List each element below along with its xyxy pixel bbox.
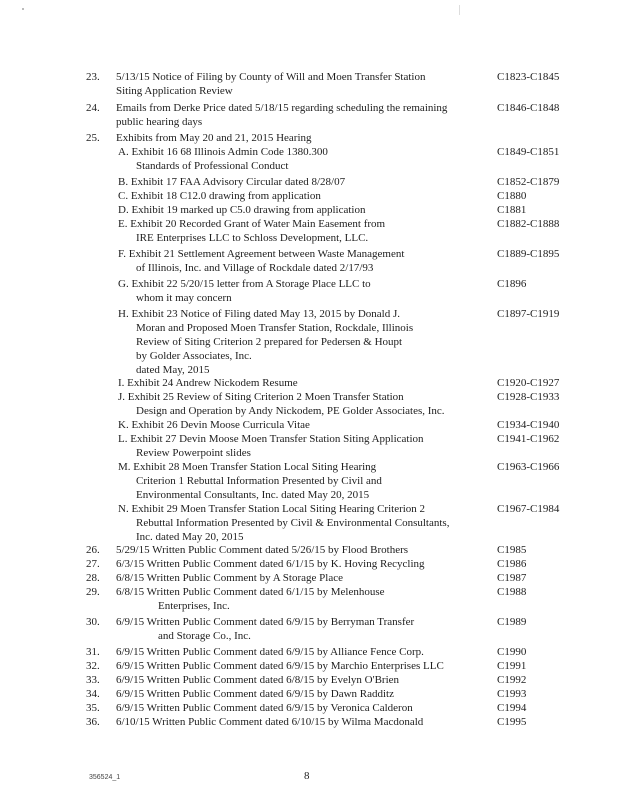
entry-line: 6/9/15 Written Public Comment dated 6/9/15 by Marchio Enterprises LLC: [116, 660, 444, 672]
entry-description: [116, 543, 496, 557]
entry-line: whom it may concern: [136, 292, 232, 304]
entry-description: [116, 715, 496, 729]
entry-description: [116, 131, 496, 145]
entry-number: 28.: [86, 572, 100, 584]
entry-description: [118, 203, 498, 217]
entry-number: 35.: [86, 702, 100, 714]
entry-line: Design and Operation by Andy Nickodem, PE Golder Associates, Inc.: [136, 405, 445, 417]
entry-line: Review Powerpoint slides: [136, 447, 251, 459]
entry-line: Moran and Proposed Moen Transfer Station, Rockdale, Illinois: [136, 322, 414, 334]
entry-line: G. Exhibit 22 5/20/15 letter from A Storage Place LLC to: [118, 278, 371, 290]
entry-record-reference: C1881: [497, 204, 527, 216]
entry-description: [116, 615, 496, 643]
entry-line: of Illinois, Inc. and Village of Rockdale dated 2/17/93: [136, 262, 374, 274]
entry-line: C. Exhibit 18 C12.0 drawing from application: [118, 190, 321, 202]
entry-record-reference: C1992: [497, 674, 527, 686]
entry-record-reference: C1941-C1962: [497, 433, 560, 445]
entry-line: 6/10/15 Written Public Comment dated 6/10/15 by Wilma Macdonald: [116, 716, 424, 728]
entry-record-reference: C1990: [497, 646, 527, 658]
entry-description: [116, 701, 496, 715]
entry-line: K. Exhibit 26 Devin Moose Curricula Vitae: [118, 419, 310, 431]
entry-line: dated May, 2015: [136, 364, 210, 376]
entry-line: M. Exhibit 28 Moen Transfer Station Local Siting Hearing: [118, 461, 377, 473]
entry-record-reference: C1852-C1879: [497, 176, 560, 188]
entry-record-reference: C1988: [497, 586, 527, 598]
scan-speck: [22, 8, 24, 10]
scan-speck: [459, 5, 460, 15]
entry-description: [116, 571, 496, 585]
entry-record-reference: C1985: [497, 544, 527, 556]
entry-description: [116, 557, 496, 571]
entry-record-reference: C1920-C1927: [497, 377, 560, 389]
entry-number: 33.: [86, 674, 100, 686]
entry-line: 6/8/15 Written Public Comment dated 6/1/15 by Melenhouse: [116, 586, 385, 598]
entry-description: [118, 247, 498, 275]
entry-record-reference: C1823-C1845: [497, 71, 560, 83]
entry-record-reference: C1991: [497, 660, 527, 672]
entry-line: D. Exhibit 19 marked up C5.0 drawing from application: [118, 204, 366, 216]
entry-line: 6/9/15 Written Public Comment dated 6/9/15 by Alliance Fence Corp.: [116, 646, 424, 658]
entry-record-reference: C1897-C1919: [497, 308, 560, 320]
entry-record-reference: C1928-C1933: [497, 391, 560, 403]
entry-line: public hearing days: [116, 116, 203, 128]
entry-record-reference: C1896: [497, 278, 527, 290]
entry-description: [118, 175, 498, 189]
entry-record-reference: C1849-C1851: [497, 146, 560, 158]
entry-line: and Storage Co., Inc.: [158, 630, 251, 642]
entry-description: [118, 390, 498, 418]
entry-line: Inc. dated May 20, 2015: [136, 531, 244, 543]
entry-description: [116, 687, 496, 701]
entry-number: 26.: [86, 544, 100, 556]
entry-line: B. Exhibit 17 FAA Advisory Circular dated 8/28/07: [118, 176, 346, 188]
entry-line: 6/9/15 Written Public Comment dated 6/9/15 by Dawn Radditz: [116, 688, 394, 700]
entry-record-reference: C1994: [497, 702, 527, 714]
entry-line: A. Exhibit 16 68 Illinois Admin Code 1380.300: [118, 146, 328, 158]
entry-number: 24.: [86, 102, 100, 114]
index-entry: [0, 502, 618, 546]
entry-line: F. Exhibit 21 Settlement Agreement between Waste Management: [118, 248, 405, 260]
entry-record-reference: C1889-C1895: [497, 248, 560, 260]
entry-line: N. Exhibit 29 Moen Transfer Station Local Siting Hearing Criterion 2: [118, 503, 426, 515]
entry-line: J. Exhibit 25 Review of Siting Criterion 2 Moen Transfer Station: [118, 391, 404, 403]
entry-line: IRE Enterprises LLC to Schloss Development, LLC.: [136, 232, 369, 244]
entry-description: [118, 307, 498, 377]
entry-description: [116, 673, 496, 687]
entry-line: 6/3/15 Written Public Comment dated 6/1/15 by K. Hoving Recycling: [116, 558, 425, 570]
entry-number: 23.: [86, 71, 100, 83]
entry-number: 30.: [86, 616, 100, 628]
entry-line: Enterprises, Inc.: [158, 600, 230, 612]
entry-record-reference: C1987: [497, 572, 527, 584]
entry-record-reference: C1967-C1984: [497, 503, 560, 515]
entry-line: E. Exhibit 20 Recorded Grant of Water Main Easement from: [118, 218, 386, 230]
entry-description: [118, 217, 498, 245]
entry-description: [118, 432, 498, 460]
entry-line: Exhibits from May 20 and 21, 2015 Hearing: [116, 132, 312, 144]
entry-number: 32.: [86, 660, 100, 672]
index-entry: [0, 715, 618, 759]
entry-line: 5/13/15 Notice of Filing by County of Will and Moen Transfer Station: [116, 71, 426, 83]
entry-line: by Golder Associates, Inc.: [136, 350, 252, 362]
entry-line: 6/9/15 Written Public Comment dated 6/9/15 by Berryman Transfer: [116, 616, 415, 628]
entry-line: H. Exhibit 23 Notice of Filing dated May 13, 2015 by Donald J.: [118, 308, 400, 320]
entry-description: [118, 376, 498, 390]
entry-line: 6/8/15 Written Public Comment by A Storage Place: [116, 572, 343, 584]
entry-description: [116, 70, 496, 98]
entry-description: [116, 585, 496, 613]
entry-description: [118, 145, 498, 173]
entry-line: Emails from Derke Price dated 5/18/15 regarding scheduling the remaining: [116, 102, 448, 114]
entry-number: 36.: [86, 716, 100, 728]
entry-line: Standards of Professional Conduct: [136, 160, 289, 172]
entry-record-reference: C1989: [497, 616, 527, 628]
entry-line: Siting Application Review: [116, 85, 233, 97]
entry-record-reference: C1963-C1966: [497, 461, 560, 473]
entry-number: 25.: [86, 132, 100, 144]
index-entry: [0, 460, 618, 504]
entry-record-reference: C1934-C1940: [497, 419, 560, 431]
entry-number: 27.: [86, 558, 100, 570]
entry-record-reference: C1993: [497, 688, 527, 700]
entry-number: 31.: [86, 646, 100, 658]
entry-description: [118, 189, 498, 203]
entry-line: Rebuttal Information Presented by Civil & Environmental Consultants,: [136, 517, 450, 529]
entry-record-reference: C1882-C1888: [497, 218, 560, 230]
entry-record-reference: C1986: [497, 558, 527, 570]
entry-description: [118, 418, 498, 432]
entry-line: 5/29/15 Written Public Comment dated 5/26/15 by Flood Brothers: [116, 544, 409, 556]
entry-description: [118, 502, 498, 544]
entry-record-reference: C1846-C1848: [497, 102, 560, 114]
entry-line: Environmental Consultants, Inc. dated May 20, 2015: [136, 489, 370, 501]
entry-description: [118, 460, 498, 502]
entry-description: [118, 277, 498, 305]
entry-description: [116, 101, 496, 129]
entry-line: 6/9/15 Written Public Comment dated 6/8/15 by Evelyn O'Brien: [116, 674, 400, 686]
entry-line: I. Exhibit 24 Andrew Nickodem Resume: [118, 377, 298, 389]
entry-line: L. Exhibit 27 Devin Moose Moen Transfer Station Siting Application: [118, 433, 424, 445]
entry-line: Review of Siting Criterion 2 prepared for Pedersen & Houpt: [136, 336, 403, 348]
index-entry: [0, 307, 618, 376]
entry-number: 34.: [86, 688, 100, 700]
entry-number: 29.: [86, 586, 100, 598]
entry-description: [116, 659, 496, 673]
entry-line: Criterion 1 Rebuttal Information Presented by Civil and: [136, 475, 382, 487]
entry-description: [116, 645, 496, 659]
entry-record-reference: C1880: [497, 190, 527, 202]
entry-line: 6/9/15 Written Public Comment dated 6/9/15 by Veronica Calderon: [116, 702, 413, 714]
entry-record-reference: C1995: [497, 716, 527, 728]
footer-document-id: 356524_1: [89, 774, 121, 781]
page-number: 8: [304, 770, 310, 782]
